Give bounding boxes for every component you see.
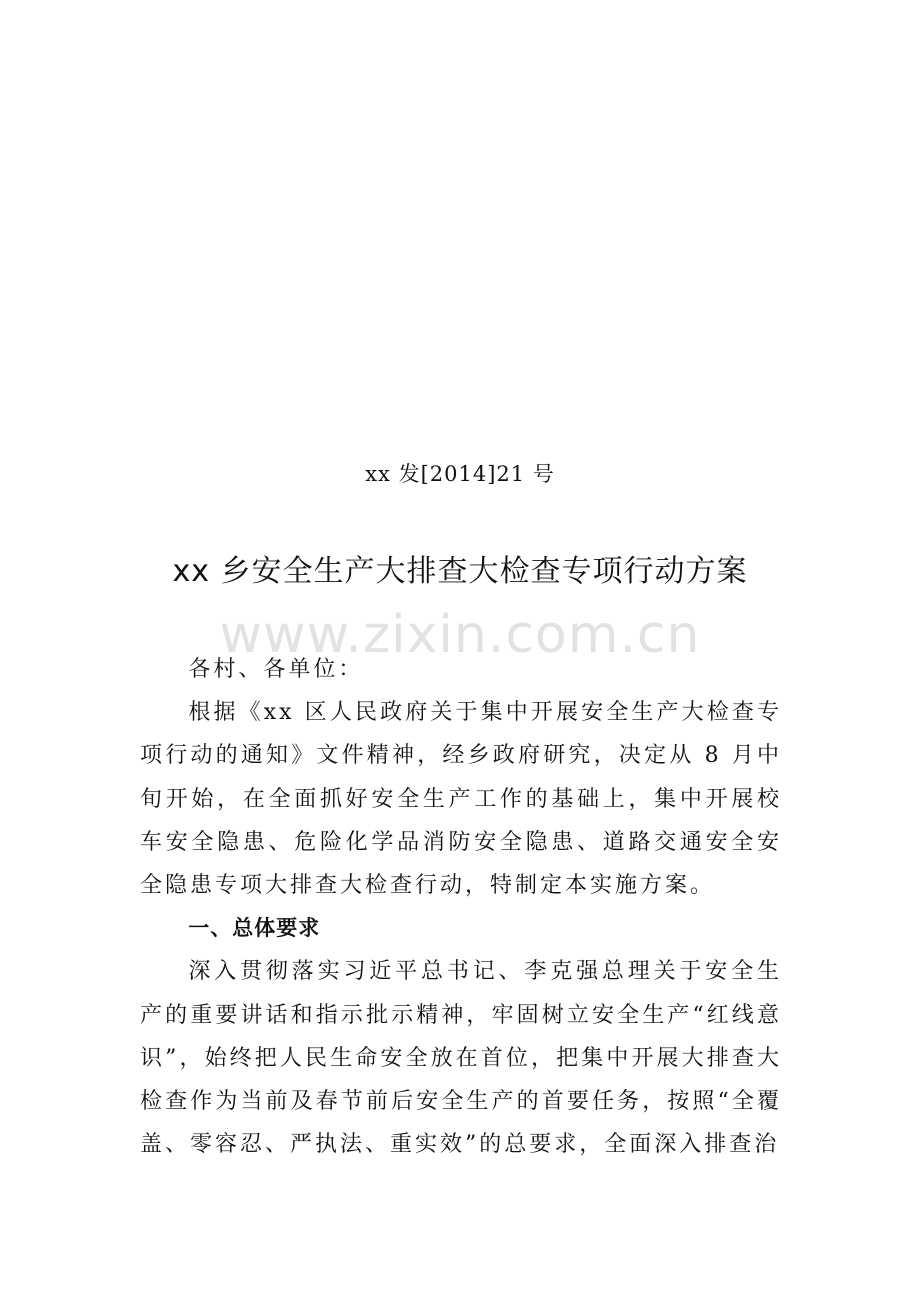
document-number: xx 发[2014]21 号 (365, 462, 555, 486)
salutation: 各村、各单位： (188, 657, 364, 682)
document-body (140, 648, 782, 1166)
section-heading-general-requirements: 一、总体要求 (188, 916, 321, 941)
paragraph-intro: 根据《xx 区人民政府关于集中开展安全生产大检查专项行动的通知》文件精神，经乡政府研究，决定从 8 月中旬开始，在全面抓好安全生产工作的基础上，集中开展校车安全隐患、危险化学品消防安全隐患、道路交通安全安全隐患专项大排查大检查行动，特制定本实施方案。 (140, 700, 782, 899)
paragraph-general-requirements: 深入贯彻落实习近平总书记、李克强总理关于安全生产的重要讲话和指示批示精神，牢固树立安全生产“红线意识”，始终把人民生命安全放在首位，把集中开展大排查大检查作为当前及春节前后安全生产的首要任务，按照“全覆盖、零容忍、严执法、重实效”的总要求，全面深入排查治 (140, 959, 782, 1158)
watermark-text: www.zixin.com.cn (219, 605, 701, 665)
document-title: xx 乡安全生产大排查大检查专项行动方案 (172, 554, 748, 589)
